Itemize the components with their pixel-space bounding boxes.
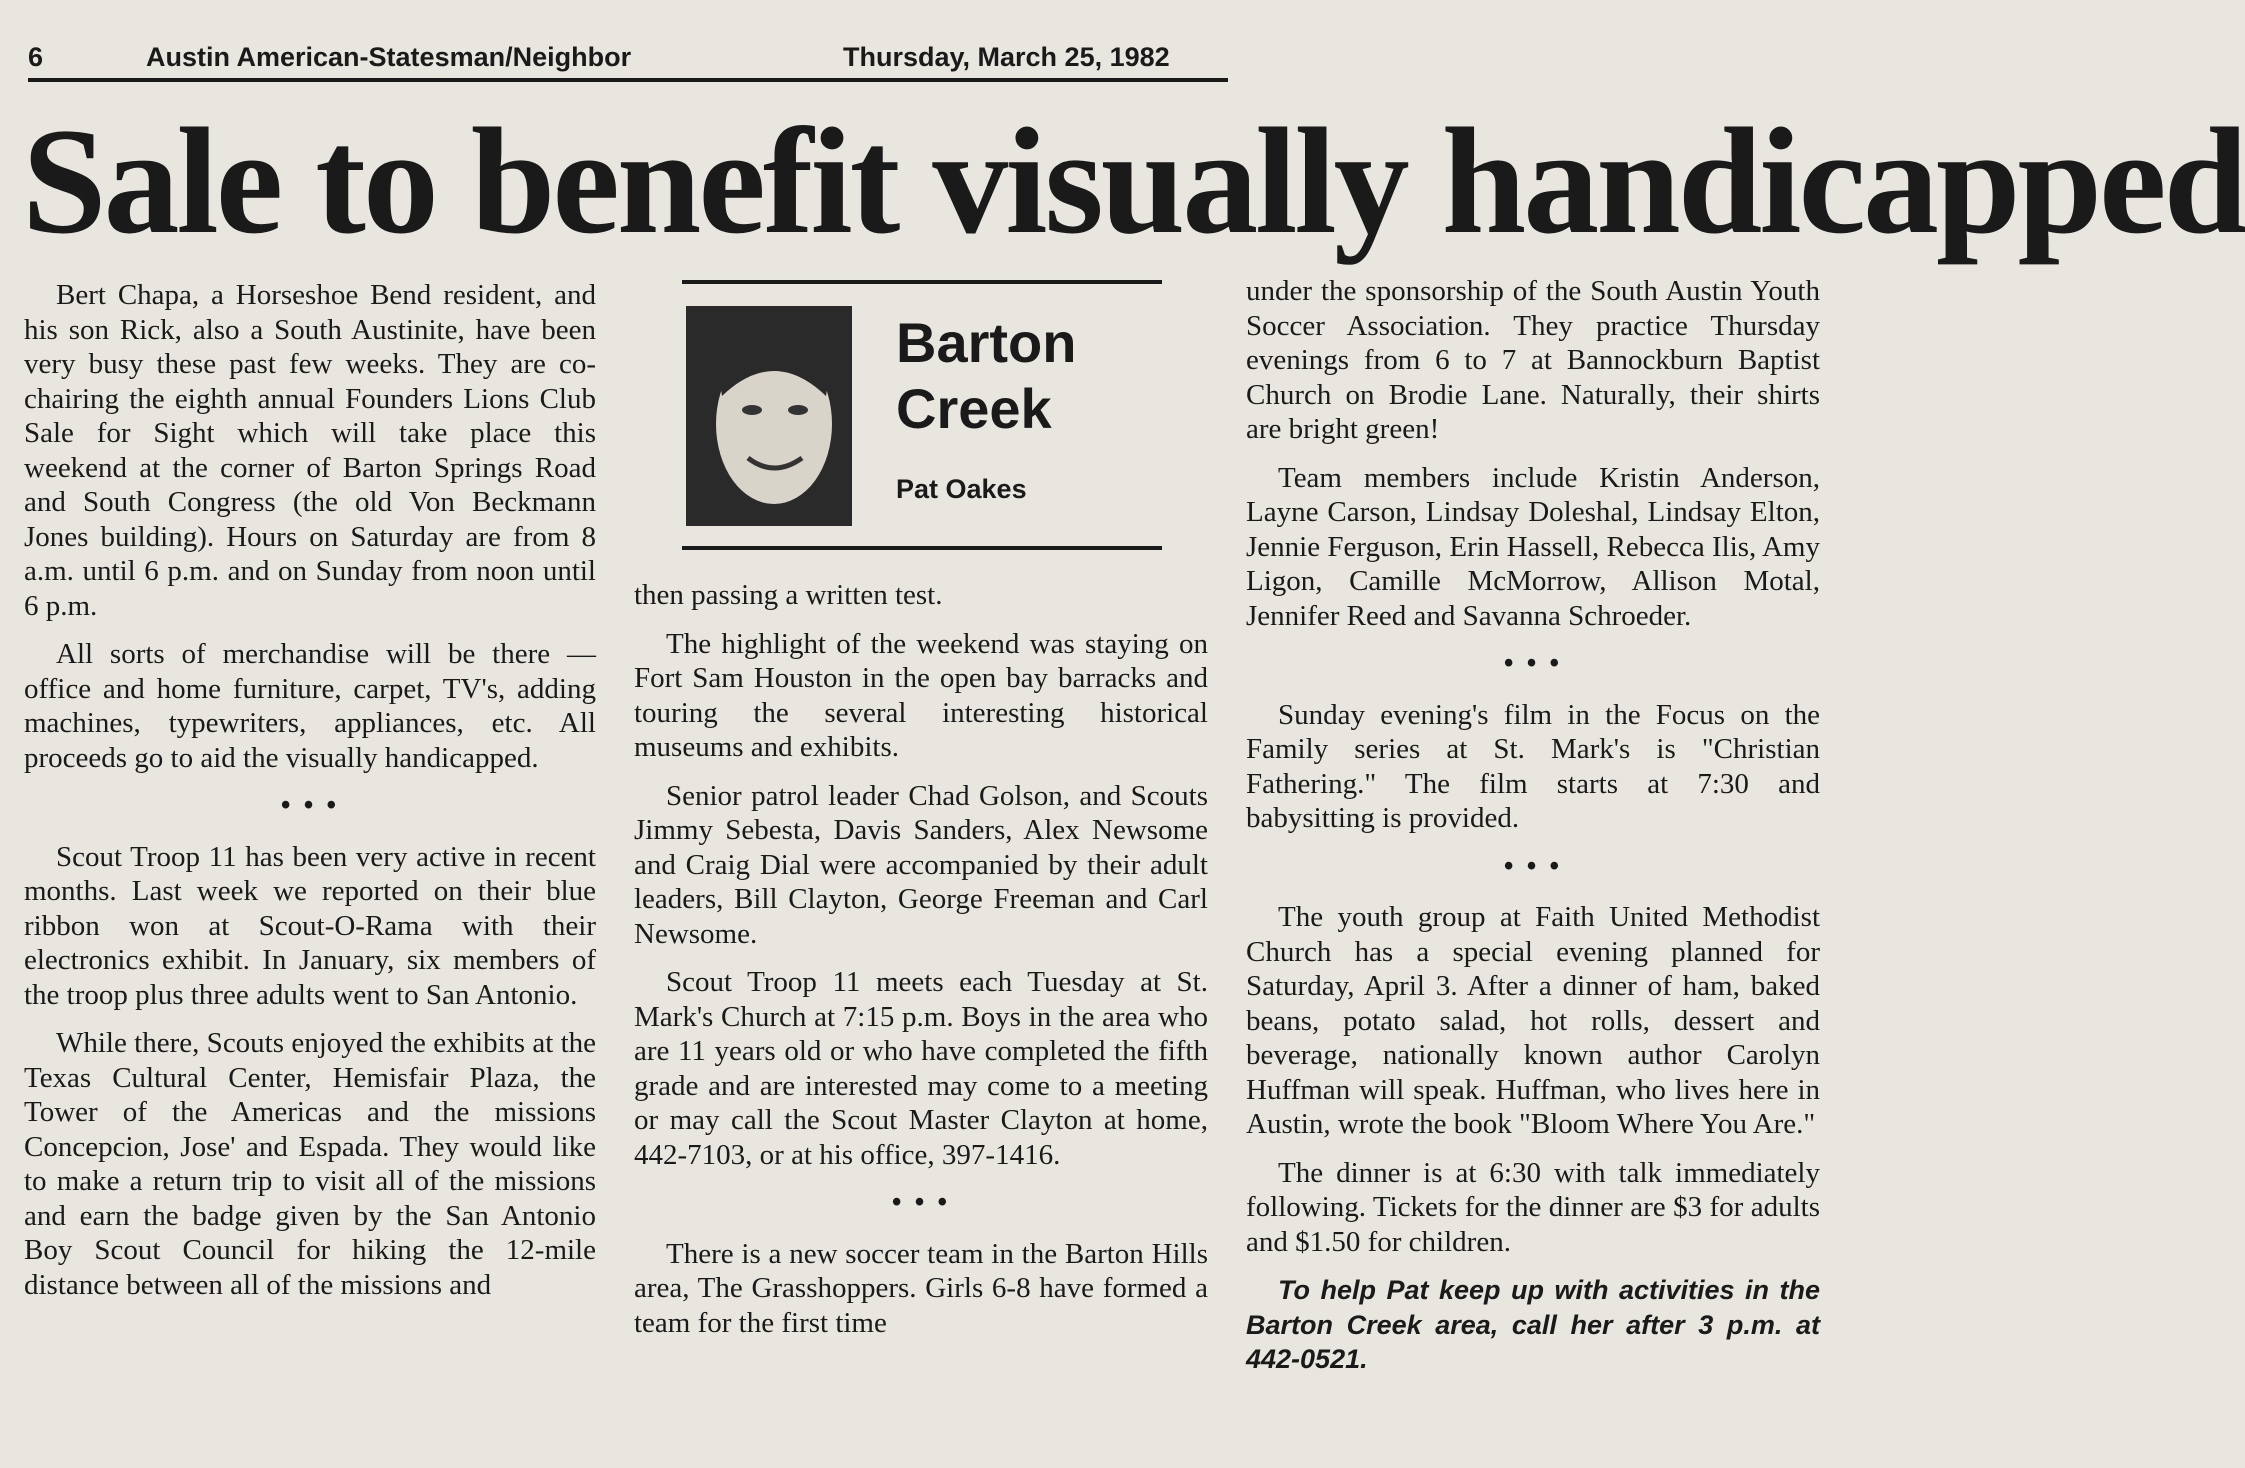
section-separator: • • • [1503,850,1563,882]
author-photo [686,306,852,526]
column-3 [1246,274,1820,1391]
publication-name: Austin American-Statesman/Neighbor [146,42,632,72]
publication-date: Thursday, March 25, 1982 [843,42,1170,72]
paragraph: All sorts of merchandise will be there — office and home furniture, carpet, TV's, adding machines, typewriters, appliances, etc. All proceeds go to aid the visually handicapped. [24,638,596,774]
paragraph: under the sponsorship of the South Austin Youth Soccer Association. They practice Thursday evenings from 6 to 7 at Bannockburn Baptist Church on Brodie Lane. Naturally, their shirts are bright green! [1246,275,1820,445]
paragraph: Scout Troop 11 meets each Tuesday at St. Mark's Church at 7:15 p.m. Boys in the area who are 11 years old or who have completed the fifth grade and are interested may come to a meeting or may call the Scout Master Clayton at home, 442-7103, or at his office, 397-1416. [634,966,1208,1171]
paragraph: There is a new soccer team in the Barton Hills area, The Grasshoppers. Girls 6-8 have formed a team for the first time [634,1237,1208,1339]
author-portrait-image [686,306,852,526]
paragraph: The highlight of the weekend was staying on Fort Sam Houston in the open bay barracks and touring the several interesting historical museums and exhibits. [634,627,1208,763]
paragraph: The youth group at Faith United Methodist Church has a special evening planned for Saturday, April 3. After a dinner of ham, baked beans, potato salad, hot rolls, dessert and beverage, nationally known author Carolyn Huffman will speak. Huffman, who lives here in Austin, wrote the book "Bloom Where You Are." [1246,901,1820,1140]
column-2 [634,578,1208,1354]
column-1 [24,278,596,1316]
section-separator: • • • [280,790,340,821]
paragraph: Bert Chapa, a Horseshoe Bend resident, and his son Rick, also a South Austinite, have been very busy these past few weeks. They are co-chairing the eighth annual Founders Lions Club Sale for Sight which will take place this weekend at the corner of Barton Springs Road and South Congress (the old Von Beckmann Jones building). Hours on Saturday are from 8 a.m. until 6 p.m. and on Sunday from noon until 6 p.m. [24,279,596,622]
paragraph: Senior patrol leader Chad Golson, and Scouts Jimmy Sebesta, Davis Sanders, Alex Newsome and Craig Dial were accompanied by their adult leaders, Bill Clayton, George Freeman and Carl Newsome. [634,779,1208,950]
paragraph: Sunday evening's film in the Focus on the Family series at St. Mark's is "Christian Fathering." The film starts at 7:30 and babysitting is provided. [1246,698,1820,834]
column-name-line-2: Creek [896,377,1052,440]
column-name-line-1: Barton [896,311,1077,374]
masthead [28,38,1228,82]
paragraph: Team members include Kristin Anderson, Layne Carson, Lindsay Doleshal, Lindsay Elton, Jennie Ferguson, Erin Hassell, Rebecca Ilis, Amy Ligon, Camille McMorrow, Allison Motal, Jennifer Reed and Savanna Schroeder. [1246,461,1820,632]
contact-note: To help Pat keep up with activities in the Barton Creek area, call her after 3 p.m. at 442-0521. [1246,1275,1820,1374]
byline: Pat Oakes [896,474,1027,504]
page-number: 6 [28,42,44,72]
paragraph: then passing a written test. [634,579,943,611]
section-separator: • • • [1503,648,1563,679]
paragraph: While there, Scouts enjoyed the exhibits at the Texas Cultural Center, Hemisfair Plaza, the Tower of the Americas and the missions Concepcion, Jose' and Espada. They would like to make a return trip to visit all of the missions and earn the badge given by the San Antonio Boy Scout Council for hiking the 12-mile distance between all of the missions and [24,1027,596,1301]
paragraph: Scout Troop 11 has been very active in recent months. Last week we reported on their blue ribbon won at Scout-O-Rama with their electronics exhibit. In January, six members of the troop plus three adults went to San Antonio. [24,840,596,1011]
section-separator: • • • [891,1187,951,1218]
column-name [896,310,1076,442]
paragraph: The dinner is at 6:30 with talk immediately following. Tickets for the dinner are $3 for adults and $1.50 for children. [1246,1156,1820,1258]
headline: Sale to benefit visually handicapped [22,97,2245,265]
column-header-box [682,280,1162,550]
